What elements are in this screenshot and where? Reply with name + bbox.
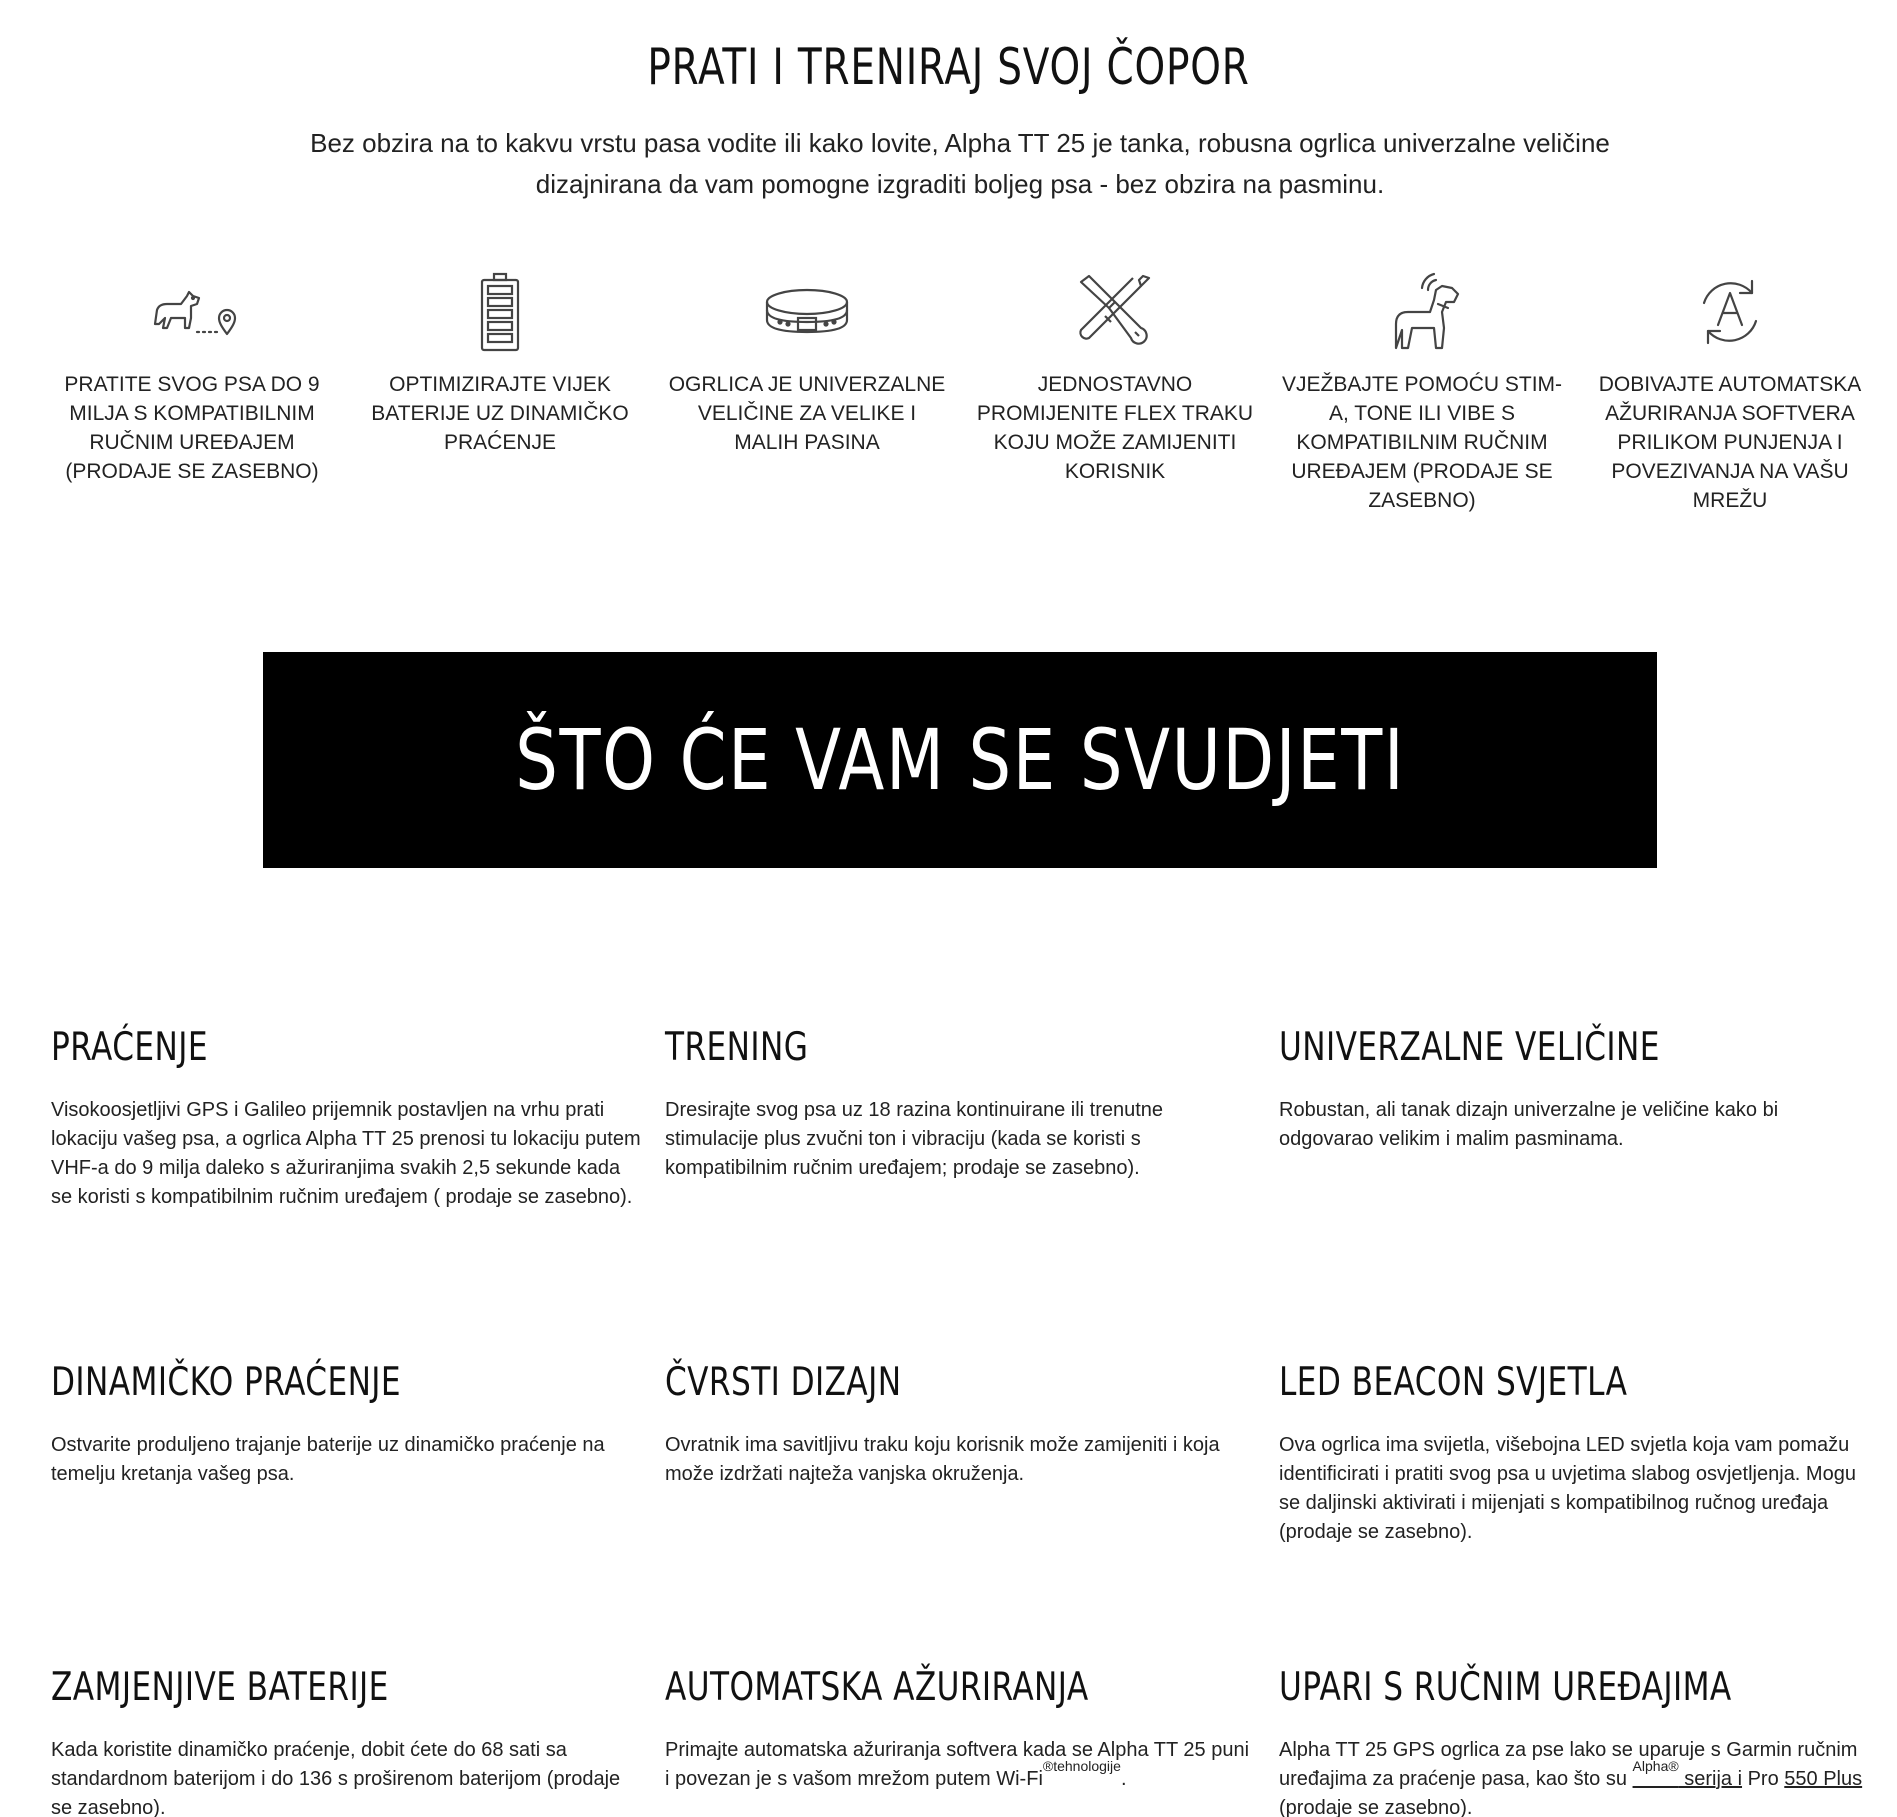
card-text-end: . <box>1120 1768 1127 1790</box>
card-title: ZAMJENJIVE BATERIJE <box>51 1665 389 1710</box>
card-text-mid: Pro <box>1742 1768 1785 1790</box>
alpha-link-text: serija i <box>1678 1768 1743 1790</box>
feature-card-training <box>665 1025 1255 1183</box>
card-title: ČVRSTI DIZAJN <box>665 1360 902 1405</box>
card-title: DINAMIČKO PRAĆENJE <box>51 1360 402 1405</box>
tools-icon <box>975 272 1255 352</box>
card-title: AUTOMATSKA AŽURIRANJA <box>665 1665 1089 1710</box>
card-text: Dresirajte svog psa uz 18 razina kontinuirane ili trenutne stimulacije plus zvučni ton i vibraciju (kada se koristi s kompatibilnim ručnim uređajem; prodaje se zasebno). <box>665 1099 1164 1179</box>
alpha-link-sup: Alpha® <box>1632 1758 1679 1774</box>
feature-item <box>975 272 1255 486</box>
card-text: Robustan, ali tanak dizajn univerzalne je veličine kako bi odgovarao velikim i malim pasminama. <box>1279 1099 1779 1150</box>
feature-card-rugged-design <box>665 1360 1255 1489</box>
feature-icons-row <box>0 272 1897 532</box>
feature-card-replaceable-batteries <box>51 1665 641 1817</box>
alpha-series-link[interactable] <box>1632 1758 1743 1790</box>
feature-text: DOBIVAJTE AUTOMATSKA AŽURIRANJA SOFTVERA PRILIKOM PUNJENJA I POVEZIVANJA NA VAŠU MREŽU <box>1598 373 1862 512</box>
pro-550-plus-link[interactable]: 550 Plus <box>1784 1768 1863 1790</box>
card-title: UPARI S RUČNIM UREĐAJIMA <box>1279 1665 1732 1710</box>
feature-text: JEDNOSTAVNO PROMIJENITE FLEX TRAKU KOJU MOŽE ZAMIJENITI KORISNIK <box>976 373 1254 483</box>
card-text: Ovratnik ima savitljivu traku koju korisnik može zamijeniti i koja može izdržati najteža vanjska okruženja. <box>665 1434 1220 1485</box>
feature-item <box>667 272 947 457</box>
card-text: Kada koristite dinamičko praćenje, dobit ćete do 68 sati sa standardnom baterijom i do 136 s proširenom baterijom (prodaje se zasebno). <box>51 1739 621 1817</box>
feature-text: PRATITE SVOG PSA DO 9 MILJA S KOMPATIBILNIM RUČNIM UREĐAJEM (PRODAJE SE ZASEBNO) <box>64 373 320 483</box>
registered-mark: ® <box>1042 1758 1054 1774</box>
page-title: PRATI I TRENIRAJ SVOJ ČOPOR <box>647 38 1250 96</box>
feature-card-tracking <box>51 1025 641 1212</box>
feature-card-pair-handhelds <box>1279 1665 1869 1817</box>
feature-text: OPTIMIZIRAJTE VIJEK BATERIJE UZ DINAMIČKO PRAĆENJE <box>371 373 629 454</box>
card-text <box>665 1736 1255 1794</box>
feature-item <box>1590 272 1870 515</box>
dog-location-icon <box>52 272 332 352</box>
card-text: Ostvarite produljeno trajanje baterije uz dinamičko praćenje na temelju kretanja vašeg psa. <box>51 1434 605 1485</box>
feature-text: VJEŽBAJTE POMOĆU STIM-A, TONE ILI VIBE S KOMPATIBILNIM RUČNIM UREĐAJEM (PRODAJE SE ZASEBNO) <box>1282 373 1563 512</box>
card-text: Visokoosjetljivi GPS i Galileo prijemnik postavljen na vrhu prati lokaciju vašeg psa, a ogrlica Alpha TT 25 prenosi tu lokaciju putem VHF-a do 9 milja daleko s ažuriranjima svakih 2,5 sekunde kada se koristi s kompatibilnim ručnim uređajem ( prodaje se zasebno). <box>51 1099 641 1208</box>
battery-icon <box>360 272 640 352</box>
feature-card-auto-updates <box>665 1665 1255 1794</box>
card-title: UNIVERZALNE VELIČINE <box>1279 1025 1660 1070</box>
feature-item <box>360 272 640 457</box>
card-text <box>1279 1736 1869 1817</box>
card-title: PRAĆENJE <box>51 1025 208 1070</box>
card-text-main: Alpha TT 25 GPS ogrlica za pse lako se uparuje s Garmin ručnim uređajima za praćenje pasa, kao što su <box>1279 1739 1858 1790</box>
collar-icon <box>667 272 947 352</box>
feature-item <box>52 272 332 486</box>
page-subtitle: Bez obzira na to kakvu vrstu pasa vodite ili kako lovite, Alpha TT 25 je tanka, robusna ogrlica univerzalne veličine dizajnirana da vam pomogne izgraditi boljeg psa - bez obzira na pasminu. <box>310 128 1610 199</box>
banner-title: ŠTO ĆE VAM SE SVUDJETI <box>514 711 1406 809</box>
feature-text: OGRLICA JE UNIVERZALNE VELIČINE ZA VELIKE I MALIH PASINA <box>668 373 946 454</box>
section-banner <box>263 652 1657 868</box>
card-text-end: (prodaje se zasebno). <box>1279 1797 1473 1817</box>
feature-card-universal-size <box>1279 1025 1869 1154</box>
card-title: TRENING <box>665 1025 809 1070</box>
dog-signal-icon <box>1282 272 1562 352</box>
card-text: Ova ogrlica ima svijetla, višebojna LED svjetla koja vam pomažu identificirati i pratiti svog psa u uvjetima slabog osvjetljenja. Mogu se daljinski aktivirati i mijenjati s kompatibilnog ručnog uređaja (prodaje se zasebno). <box>1279 1434 1856 1543</box>
auto-update-icon <box>1590 272 1870 352</box>
feature-card-led-beacon <box>1279 1360 1869 1547</box>
feature-card-dynamic-tracking <box>51 1360 641 1489</box>
card-text-main: Primajte automatska ažuriranja softvera kada se Alpha TT 25 puni i povezan je s vašom mrežom putem Wi-Fi <box>665 1739 1250 1790</box>
card-text-sup: tehnologije <box>1053 1758 1121 1774</box>
feature-item <box>1282 272 1562 515</box>
card-title: LED BEACON SVJETLA <box>1279 1360 1628 1405</box>
